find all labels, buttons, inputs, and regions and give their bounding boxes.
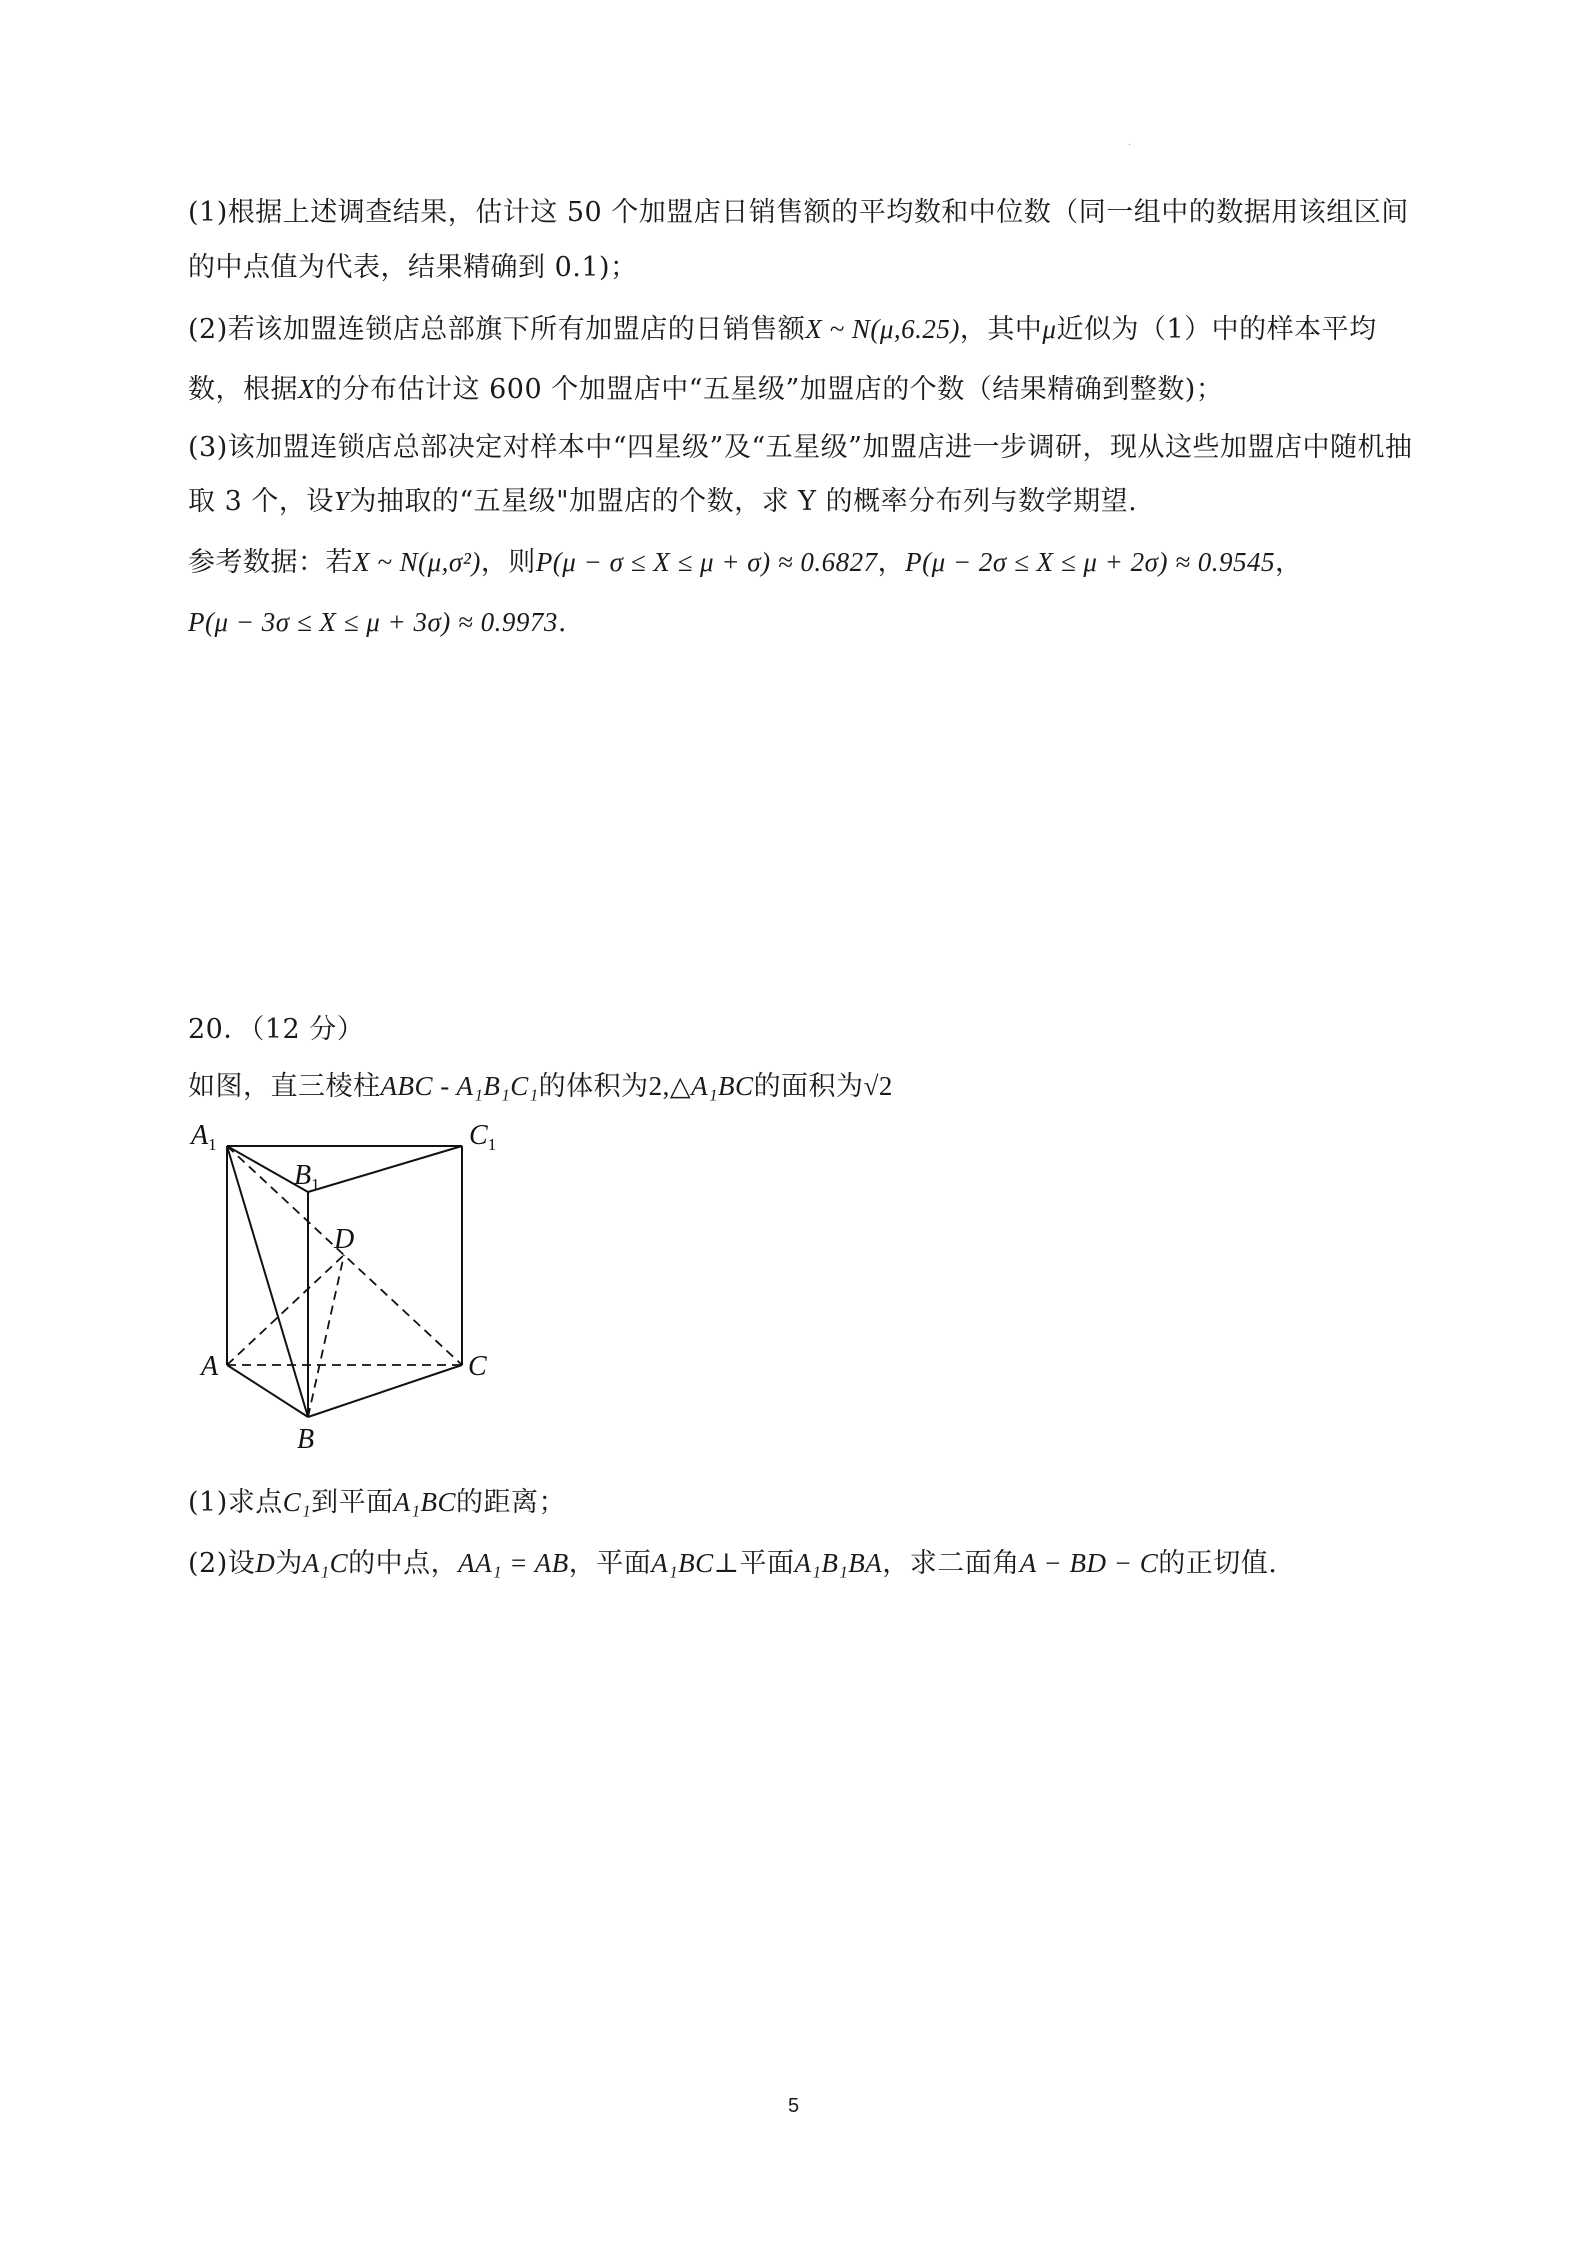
q20-part2-dihedral: A − BD − C xyxy=(1019,1548,1159,1578)
q19-part2-text-e: 的分布估计这 600 个加盟店中“五星级”加盟店的个数（结果精确到整数)； xyxy=(315,374,1224,405)
q19-part2-mu: μ xyxy=(1042,314,1057,344)
q19-part1-line2: 的中点值为代表，结果精确到 0.1)； xyxy=(188,252,638,283)
q19-part2-x: X xyxy=(298,374,315,404)
q20-part2-segment: A₁C xyxy=(302,1548,349,1578)
q20-part2-equation: AA₁ = AB xyxy=(458,1548,569,1578)
q19-part2-text-a: (2)若该加盟连锁店总部旗下所有加盟店的日销售额 xyxy=(188,314,806,345)
label-b: B xyxy=(297,1424,315,1452)
q20-part1-text-b: 到平面 xyxy=(311,1487,394,1518)
label-a1: $A_1$ xyxy=(191,1120,217,1154)
q19-part1-line1: (1)根据上述调查结果，估计这 50 个加盟店日销售额的平均数和中位数（同一组中的数据用该组区间 xyxy=(188,197,1409,228)
q20-part1-plane: A₁BC xyxy=(393,1487,457,1517)
q20-area-value: √2 xyxy=(863,1071,893,1101)
label-d: D xyxy=(334,1224,355,1255)
page-number: 5 xyxy=(787,2095,800,2117)
q20-heading: 20．（12 分） xyxy=(188,1014,365,1045)
corner-mark: · xyxy=(1128,140,1132,151)
q19-part3-y: Y xyxy=(333,486,350,516)
q20-triangle-name: △A₁BC xyxy=(669,1071,754,1101)
reference-data-line2: P(μ − 3σ ≤ X ≤ μ + 3σ) ≈ 0.9973. xyxy=(188,607,567,638)
reference-prob-2sigma: P(μ − 2σ ≤ X ≤ μ + 2σ) ≈ 0.9545 xyxy=(905,547,1276,577)
q20-part2 xyxy=(188,1541,1277,1580)
q19-part3-line1: (3)该加盟连锁店总部决定对样本中“四星级”及“五星级”加盟店进一步调研，现从这些加盟店中随机抽 xyxy=(188,432,1413,463)
q20-prism-name: ABC - A₁B₁C₁ xyxy=(380,1071,539,1101)
label-c: C xyxy=(468,1351,487,1382)
q20-part2-text-c: 的中点， xyxy=(348,1548,459,1579)
q19-part2-text-d: 数，根据 xyxy=(188,374,298,405)
q20-part2-perp: ⊥ xyxy=(713,1548,740,1578)
q20-stem: 如图，直三棱柱ABC - A₁B₁C₁的体积为2,△A₁BC的面积为√2 xyxy=(188,1071,893,1102)
q19-part2-text-b: ，其中 xyxy=(959,314,1043,345)
q20-part2-text-g: 的正切值. xyxy=(1158,1548,1278,1579)
q19-part3-text-a: 取 3 个，设 xyxy=(188,486,334,517)
edge-b-c xyxy=(308,1365,462,1417)
q20-part2-text-e: 平面 xyxy=(739,1548,795,1579)
q19-part2-line1 xyxy=(188,307,1377,346)
edge-a-d-hidden xyxy=(227,1255,344,1365)
label-b1: $B_1$ xyxy=(294,1160,320,1194)
edge-b-d-hidden xyxy=(308,1255,344,1417)
q20-stem-text-c: 的面积为 xyxy=(753,1071,864,1102)
label-a: A xyxy=(201,1351,219,1382)
reference-then: ，则 xyxy=(480,547,536,578)
reference-distribution: X ~ N(μ,σ²) xyxy=(353,547,481,577)
q20-part2-text-f: ，求二面角 xyxy=(882,1548,1020,1579)
q20-part1-text-c: 的距离； xyxy=(456,1487,567,1518)
q20-part2-text-b: 为 xyxy=(275,1548,303,1579)
prism-figure xyxy=(185,1112,525,1452)
q20-part2-text-d: ，平面 xyxy=(568,1548,652,1579)
edge-b1-c1 xyxy=(308,1146,462,1192)
edge-a-b xyxy=(227,1365,308,1417)
label-c1: $C_1$ xyxy=(469,1120,497,1154)
q20-stem-text-a: 如图，直三棱柱 xyxy=(188,1071,381,1102)
reference-prefix: 参考数据：若 xyxy=(188,547,353,578)
q20-stem-text-b: 的体积为 xyxy=(538,1071,649,1102)
q20-part1 xyxy=(188,1480,566,1519)
q20-part1-point: C₁ xyxy=(282,1487,312,1517)
q20-volume-value: 2 xyxy=(648,1071,663,1101)
q20-part2-plane-1: A₁BC xyxy=(651,1548,714,1578)
q20-part1-text-a: (1)求点 xyxy=(188,1487,283,1518)
q20-part2-plane-2: A₁B₁BA xyxy=(794,1548,883,1578)
q19-part2-text-c: 近似为（1）中的样本平均 xyxy=(1056,314,1377,345)
q19-part2-distribution: X ~ N(μ,6.25) xyxy=(805,314,960,344)
q19-part3-line2 xyxy=(188,479,1137,518)
q19-part2-line2 xyxy=(188,367,1223,406)
q20-part2-text-a: (2)设 xyxy=(188,1548,256,1579)
q20-part2-point-d: D xyxy=(255,1548,276,1578)
reference-prob-1sigma: P(μ − σ ≤ X ≤ μ + σ) ≈ 0.6827 xyxy=(535,547,878,577)
q19-part3-text-b: 为抽取的“五星级"加盟店的个数，求 Y 的概率分布列与数学期望. xyxy=(349,486,1138,517)
reference-data-line1: 参考数据：若X ~ N(μ,σ²)，则P(μ − σ ≤ X ≤ μ + σ) ≈ 0.6827，P(μ − 2σ ≤ X ≤ μ + 2σ) ≈ 0.9545， xyxy=(188,547,1303,578)
reference-prob-3sigma: P(μ − 3σ ≤ X ≤ μ + 3σ) ≈ 0.9973 xyxy=(188,607,558,637)
